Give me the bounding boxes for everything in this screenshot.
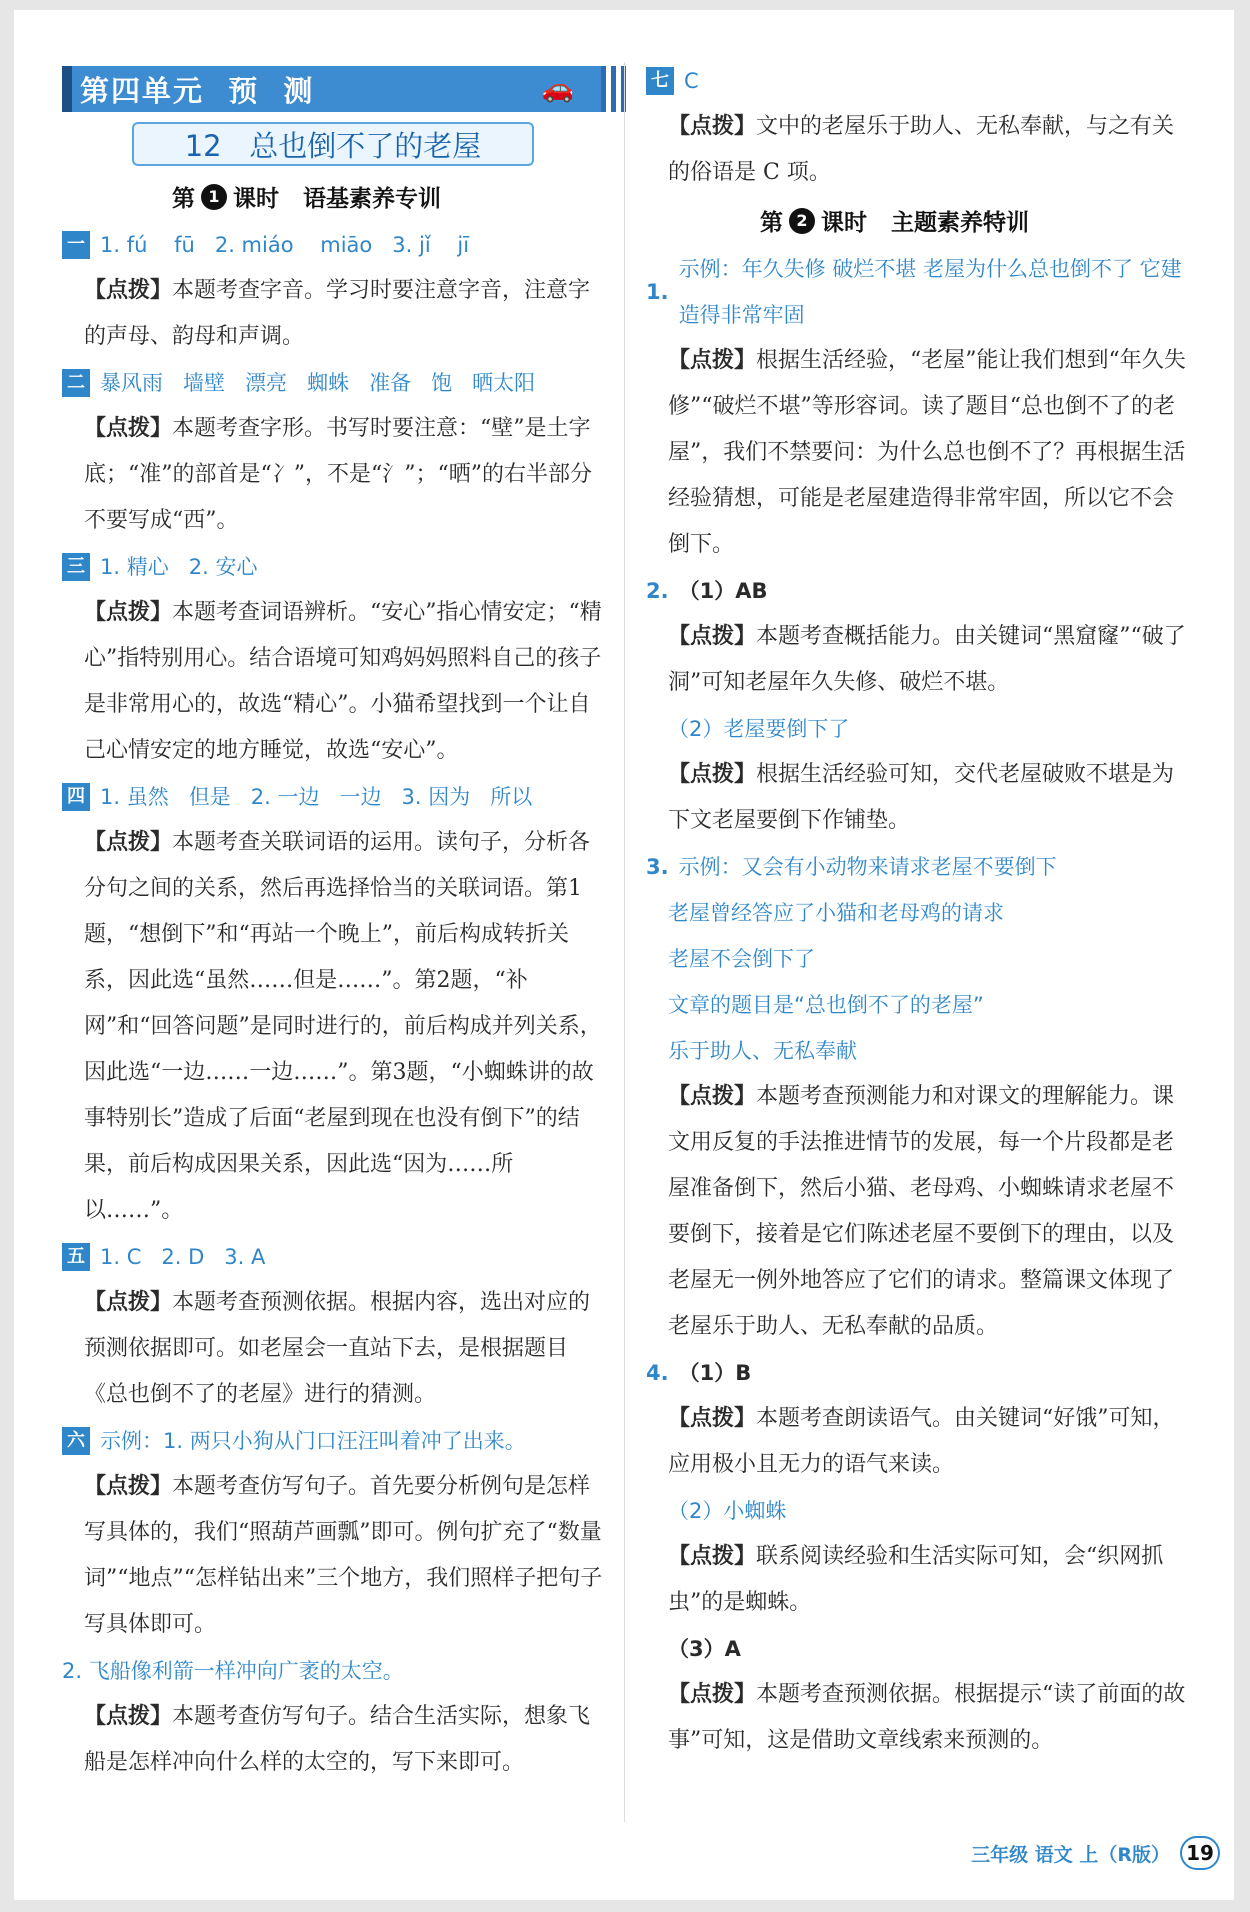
answer: 1. fú fū 2. miáo miāo 3. jǐ jī [100,233,470,257]
hint-text: 本题考查词语辨析。“安心”指心情安定；“精心”指特别用心。结合语境可知鸡妈妈照料自己的孩子是非常用心的，故选“精心”。小猫希望找到一个让自己心情安定的地方睡觉，故选“安心”。 [84,600,602,763]
answer: 暴风雨 墙壁 漂亮 蜘蛛 准备 饱 晒太阳 [100,371,536,395]
hint-text: 本题考查关联词语的运用。读句子，分析各分句之间的关系，然后再选择恰当的关联词语。第1题，“想倒下”和“再站一个晚上”，前后构成转折关系，因此选“虽然……但是……”。第2题，“补网”和“回答问题”是同时进行的，前后构成并列关系，因此选“一边……一边……”。第3题，“小蜘蛛讲的故事特别长”造成了后面“老屋到现在也没有倒下”的结果，前后构成因果关系，因此选“因为……所以……”。 [84,830,602,1223]
section-heading-1: 第 1 课时 语基素养专训 [172,180,441,213]
part2-question-3: 3. 示例：又会有小动物来请求老屋不要倒下 老屋曾经答应了小猫和老母鸡的请求 老屋不会倒下了 文章的题目是“总也倒不了的老屋” 乐于助人、无私奉献 【点拨】本题考查预测能力和对课文的理解能力。课文用反复的手法推进情节的发展，每一个片段都是老屋准备倒下，然后小猫、老母鸡、小蜘蛛请求老屋不要倒下，接着是它们陈述老屋不要倒下的理由，以及老屋无一例外地答应了它们的请求。整篇课文体现了老屋乐于助人、无私奉献的品质。 [646,855,1175,1339]
hint-text: 本题考查仿写句子。结合生活实际，想象飞船是怎样冲向什么样的太空的，写下来即可。 [84,1704,591,1775]
question-1: 一 1. fú fū 2. miáo miāo 3. jǐ jī 【点拨】本题考查字音。学习时要注意字音，注意字的声母、韵母和声调。 [62,222,610,360]
hint-text: 文中的老屋乐于助人、无私奉献，与之有关的俗语是 C 项。 [668,114,1175,185]
banner-stripe [62,66,72,112]
answer: 2. 飞船像利箭一样冲向广袤的太空。 [62,1659,404,1683]
hint-text: 本题考查预测依据。根据内容，选出对应的预测依据即可。如老屋会一直站下去，是根据题目《总也倒不了的老屋》进行的猜测。 [84,1290,591,1407]
section-heading-2: 第 2 课时 主题素养特训 [760,204,1029,237]
page-footer [971,1836,1220,1870]
question-tag: 一 [62,231,90,259]
unit-banner [62,66,604,112]
answer: 1. 精心 2. 安心 [100,555,258,579]
question-5: 五 1. C 2. D 3. A 【点拨】本题考查预测依据。根据内容，选出对应的预测依据即可。如老屋会一直站下去，是根据题目《总也倒不了的老屋》进行的猜测。 [62,1234,610,1418]
answer: 示例：1. 两只小狗从门口汪汪叫着冲了出来。 [100,1429,526,1453]
hint-text: 本题考查字音。学习时要注意字音，注意字的声母、韵母和声调。 [84,278,591,349]
answer: 1. C 2. D 3. A [100,1245,266,1269]
question-7: 七 C 【点拨】文中的老屋乐于助人、无私奉献，与之有关的俗语是 C 项。 [646,58,1194,196]
answer: 示例：年久失修 破烂不堪 老屋为什么总也倒不了 它建造得非常牢固 [678,257,1182,327]
question-tag: 四 [62,783,90,811]
footer-text: 三年级 语文 上（R版） [971,1843,1170,1866]
question-2: 二 暴风雨 墙壁 漂亮 蜘蛛 准备 饱 晒太阳 【点拨】本题考查字形。书写时要注意：“壁”是土字底；“准”的部首是“冫”，不是“氵”；“晒”的右半部分不要写成“西”。 [62,360,610,544]
question-tag: 三 [62,553,90,581]
question-3: 三 1. 精心 2. 安心 【点拨】本题考查词语辨析。“安心”指心情安定；“精心”指特别用心。结合语境可知鸡妈妈照料自己的孩子是非常用心的，故选“精心”。小猫希望找到一个让自己心情安定的地方睡觉，故选“安心”。 [62,544,610,774]
unit-title: 第四单元 预 测 [80,73,315,108]
question-6: 六 示例：1. 两只小狗从门口汪汪叫着冲了出来。 【点拨】本题考查仿写句子。首先要分析例句是怎样写具体的，我们“照葫芦画瓢”即可。例句扩充了“数量词”“地点”“怎样钻出来”三个地方，我们照样子把句子写具体即可。 2. 飞船像利箭一样冲向广袤的太空。 【点拨】本题考查仿写句子。结合生活实际，想象飞船是怎样冲向什么样的太空的，写下来即可。 [62,1418,610,1786]
hint-text: 根据生活经验，“老屋”能让我们想到“年久失修”“破烂不堪”等形容词。读了题目“总也倒不了的老屋”，我们不禁要问：为什么总也倒不了？再根据生活经验猜想，可能是老屋建造得非常牢固，所以它不会倒下。 [668,348,1186,557]
answer: 1. 虽然 但是 2. 一边 一边 3. 因为 所以 [100,785,533,809]
lesson-title: 12 总也倒不了的老屋 [132,122,534,166]
left-column [62,222,610,1786]
car-icon: 🚗 [541,74,574,104]
part2-question-1: 1. 示例：年久失修 破烂不堪 老屋为什么总也倒不了 它建造得非常牢固 【点拨】根据生活经验，“老屋”能让我们想到“年久失修”“破烂不堪”等形容词。读了题目“总也倒不了的老屋”，我们不禁要问：为什么总也倒不了？再根据生活经验猜想，可能是老屋建造得非常牢固，所以它不会倒下。 [646,246,1194,568]
question-tag: 二 [62,369,90,397]
right-column [646,58,1194,196]
section-number-badge: 2 [789,208,815,234]
banner-stripes [601,66,626,112]
question-tag: 五 [62,1243,90,1271]
part2-question-4: 4. （1）B 【点拨】本题考查朗读语气。由关键词“好饿”可知，应用极小且无力的语气来读。 （2）小蜘蛛 【点拨】联系阅读经验和生活实际可知，会“织网抓虫”的是蜘蛛。 （3）A 【点拨】本题考查预测依据。根据提示“读了前面的故事”可知，这是借助文章线索来预测的。 [646,1361,1186,1753]
hint-text: 本题考查仿写句子。首先要分析例句是怎样写具体的，我们“照葫芦画瓢”即可。例句扩充了“数量词”“地点”“怎样钻出来”三个地方，我们照样子把句子写具体即可。 [84,1474,603,1637]
answer: C [684,69,699,93]
part2-question-2: 2. （1）AB 【点拨】本题考查概括能力。由关键词“黑窟窿”“破了洞”可知老屋年久失修、破烂不堪。 （2）老屋要倒下了 【点拨】根据生活经验可知，交代老屋破败不堪是为下文老屋要倒下作铺垫。 [646,579,1186,833]
hint-text: 本题考查字形。书写时要注意：“壁”是土字底；“准”的部首是“冫”，不是“氵”；“晒”的右半部分不要写成“西”。 [84,416,592,533]
page-number: 19 [1180,1836,1220,1870]
question-tag: 七 [646,67,674,95]
section-number-badge: 1 [201,184,227,210]
column-divider [624,62,625,1822]
question-tag: 六 [62,1427,90,1455]
question-4: 四 1. 虽然 但是 2. 一边 一边 3. 因为 所以 【点拨】本题考查关联词语的运用。读句子，分析各分句之间的关系，然后再选择恰当的关联词语。第1题，“想倒下”和“再站一个晚上”，前后构成转折关系，因此选“虽然……但是……”。第2题，“补网”和“回答问题”是同时进行的，前后构成并列关系，因此选“一边……一边……”。第3题，“小蜘蛛讲的故事特别长”造成了后面“老屋到现在也没有倒下”的结果，前后构成因果关系，因此选“因为……所以……”。 [62,774,610,1234]
right-column-part2 [646,246,1194,1764]
